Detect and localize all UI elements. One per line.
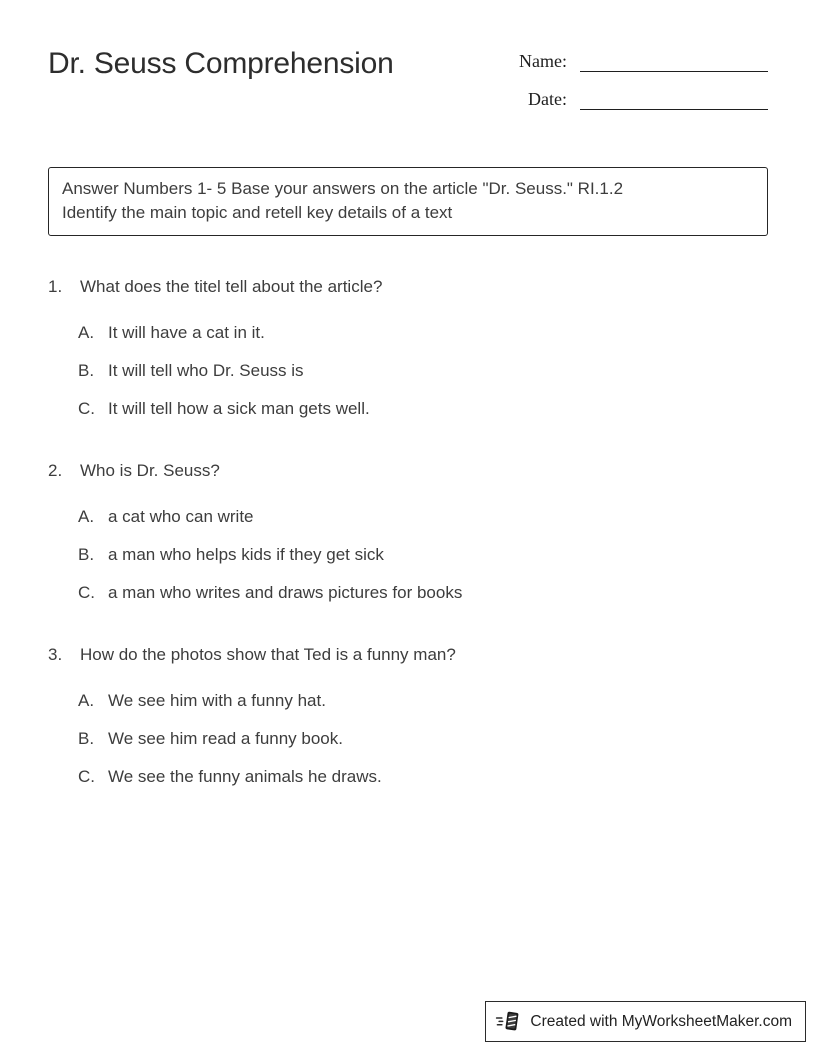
option-letter: B. xyxy=(78,729,95,748)
question-text: Who is Dr. Seuss? xyxy=(80,461,220,480)
name-row xyxy=(515,50,768,72)
question-3-option-b xyxy=(78,727,768,751)
question-3-heading xyxy=(48,643,768,667)
question-text: How do the photos show that Ted is a funny man? xyxy=(80,645,456,664)
option-text: a man who helps kids if they get sick xyxy=(108,545,384,564)
option-text: a cat who can write xyxy=(108,507,254,526)
date-row xyxy=(515,88,768,110)
name-blank-line xyxy=(580,51,768,72)
instructions-line-1: Answer Numbers 1- 5 Base your answers on the article "Dr. Seuss." RI.1.2 xyxy=(62,179,624,198)
question-3-option-a xyxy=(78,689,768,713)
option-letter: A. xyxy=(78,691,95,710)
instructions-box xyxy=(48,167,768,236)
question-3 xyxy=(48,643,768,789)
name-label: Name: xyxy=(519,51,567,71)
option-text: It will tell how a sick man gets well. xyxy=(108,399,370,418)
option-letter: B. xyxy=(78,545,95,564)
page-title: Dr. Seuss Comprehension xyxy=(48,47,394,80)
created-with-label: Created with MyWorksheetMaker.com xyxy=(530,1012,792,1030)
option-letter: C. xyxy=(78,583,95,602)
question-2 xyxy=(48,459,768,605)
option-text: It will tell who Dr. Seuss is xyxy=(108,361,304,380)
question-number: 3. xyxy=(48,645,63,664)
option-text: It will have a cat in it. xyxy=(108,323,265,342)
option-letter: A. xyxy=(78,507,95,526)
option-text: We see him read a funny book. xyxy=(108,729,343,748)
question-1-option-c xyxy=(78,397,768,421)
option-letter: C. xyxy=(78,399,95,418)
question-3-option-c xyxy=(78,765,768,789)
question-1-heading xyxy=(48,275,768,299)
worksheet-maker-logo-icon xyxy=(495,1008,522,1035)
question-2-option-b xyxy=(78,543,768,567)
option-letter: A. xyxy=(78,323,95,342)
question-number: 1. xyxy=(48,277,63,296)
created-with-badge[interactable] xyxy=(485,1001,806,1042)
option-text: a man who writes and draws pictures for books xyxy=(108,583,463,602)
name-date-block xyxy=(515,46,768,110)
question-text: What does the titel tell about the article? xyxy=(80,277,383,296)
instructions-line-2: Identify the main topic and retell key details of a text xyxy=(62,203,453,222)
option-text: We see him with a funny hat. xyxy=(108,691,326,710)
date-blank-line xyxy=(580,89,768,110)
questions-list xyxy=(0,275,816,789)
question-1-option-a xyxy=(78,321,768,345)
question-number: 2. xyxy=(48,461,63,480)
question-2-option-c xyxy=(78,581,768,605)
question-2-heading xyxy=(48,459,768,483)
option-text: We see the funny animals he draws. xyxy=(108,767,382,786)
worksheet-header xyxy=(0,0,816,110)
question-1-option-b xyxy=(78,359,768,383)
date-label: Date: xyxy=(528,89,567,109)
option-letter: B. xyxy=(78,361,95,380)
question-1 xyxy=(48,275,768,421)
option-letter: C. xyxy=(78,767,95,786)
question-2-option-a xyxy=(78,505,768,529)
